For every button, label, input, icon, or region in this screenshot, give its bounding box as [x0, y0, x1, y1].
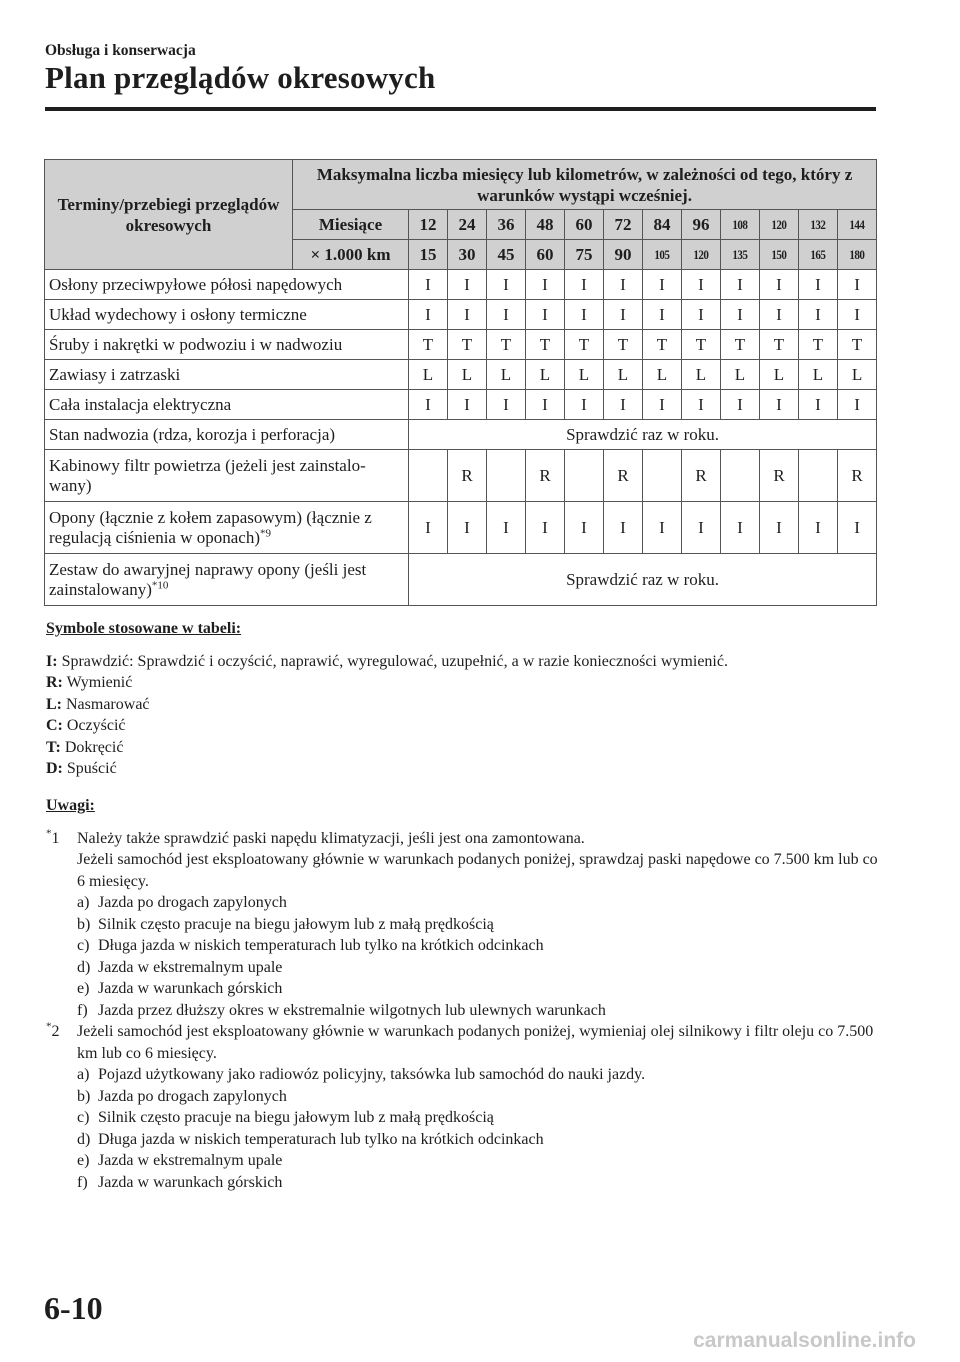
schedule-cell: T	[838, 330, 877, 360]
month-cell	[838, 210, 877, 240]
subitem-text: Długa jazda w niskich temperaturach lub tylko na krótkich odcinkach	[98, 1130, 544, 1148]
schedule-cell: T	[604, 330, 643, 360]
schedule-cell: I	[760, 300, 799, 330]
subitem-letter: d)	[77, 958, 91, 976]
schedule-cell: L	[565, 360, 604, 390]
legend-text: Sprawdzić: Sprawdzić i oczyścić, naprawić, wyregulować, uzupełnić, a w razie konieczności wymienić.	[61, 652, 728, 670]
subitem-text: Jazda w ekstremalnym upale	[98, 1152, 283, 1169]
schedule-cell: I	[565, 390, 604, 420]
km-cell	[409, 240, 448, 270]
note-subitem	[77, 1086, 886, 1108]
footnote-mark: *10	[151, 578, 169, 591]
row-label	[45, 270, 409, 300]
schedule-cell: T	[448, 330, 487, 360]
schedule-cell: L	[682, 360, 721, 390]
note-subitem	[77, 1172, 886, 1194]
km-label: × 1.000 km	[293, 240, 409, 270]
subitem-letter: d)	[77, 1130, 91, 1148]
row-label	[45, 420, 409, 450]
schedule-cell: I	[448, 502, 487, 554]
note-subitem	[77, 978, 886, 1000]
title-rule	[45, 107, 876, 111]
month-cell	[643, 210, 682, 240]
schedule-cell: I	[487, 300, 526, 330]
month-value: 60	[575, 214, 593, 234]
subitem-letter: f)	[77, 1001, 88, 1019]
schedule-cell: I	[721, 270, 760, 300]
schedule-cell: I	[409, 502, 448, 554]
month-cell	[721, 210, 760, 240]
schedule-cell: T	[799, 330, 838, 360]
schedule-cell: I	[643, 270, 682, 300]
row-label-text: Stan nadwozia (rdza, korozja i perforacja)	[49, 424, 336, 444]
legend-symbol: T:	[46, 738, 61, 756]
km-cell	[643, 240, 682, 270]
schedule-cell: I	[565, 502, 604, 554]
schedule-cell: L	[838, 360, 877, 390]
legend-item	[46, 694, 728, 716]
schedule-cell: I	[487, 390, 526, 420]
subitem-letter: b)	[77, 1087, 91, 1105]
subitem-letter: e)	[77, 1152, 90, 1169]
note-num: 1	[51, 829, 60, 847]
subitem-text: Jazda przez dłuższy okres w ekstremalnie wilgotnych lub ulewnych warunkach	[98, 1001, 606, 1019]
subitem-text: Jazda po drogach zapylonych	[98, 894, 287, 911]
schedule-cell: R	[838, 450, 877, 502]
schedule-cell: I	[409, 270, 448, 300]
schedule-cell: L	[721, 360, 760, 390]
schedule-cell: I	[721, 390, 760, 420]
schedule-cell: L	[643, 360, 682, 390]
schedule-cell: I	[721, 300, 760, 330]
schedule-cell: I	[604, 270, 643, 300]
month-cell	[760, 210, 799, 240]
subitem-text: Jazda w warunkach górskich	[98, 980, 283, 997]
note-subitem	[77, 957, 886, 979]
month-value: 120	[771, 217, 787, 232]
row-label	[45, 330, 409, 360]
schedule-cell: R	[760, 450, 799, 502]
month-value: 144	[849, 217, 865, 232]
schedule-cell: I	[760, 502, 799, 554]
schedule-cell	[487, 450, 526, 502]
schedule-cell: I	[682, 390, 721, 420]
km-value: 30	[458, 244, 476, 264]
note-subitem	[77, 1000, 886, 1022]
note-number	[46, 1021, 60, 1043]
schedule-cell: T	[721, 330, 760, 360]
span-cell: Sprawdzić raz w roku.	[409, 420, 877, 450]
note-line: Należy także sprawdzić paski napędu klimatyzacji, jeśli jest ona zamontowana.	[77, 829, 585, 847]
subitem-letter: e)	[77, 980, 90, 997]
month-value: 96	[692, 214, 710, 234]
row-label-text: Zawiasy i zatrzaski	[49, 364, 181, 384]
km-value: 165	[810, 247, 826, 262]
schedule-cell: I	[565, 270, 604, 300]
schedule-cell: I	[799, 390, 838, 420]
schedule-cell: I	[721, 502, 760, 554]
legend	[46, 618, 728, 780]
note-mark: *	[46, 1020, 52, 1033]
schedule-cell: T	[487, 330, 526, 360]
note-subitem	[77, 914, 886, 936]
note-subitem	[77, 935, 886, 957]
table-header-row	[45, 160, 877, 210]
note-subitem	[77, 1129, 886, 1151]
month-value: 12	[419, 214, 437, 234]
schedule-cell: L	[799, 360, 838, 390]
month-value: 108	[732, 217, 748, 232]
table-row	[45, 390, 877, 420]
schedule-cell: I	[526, 390, 565, 420]
schedule-cell: I	[838, 300, 877, 330]
row-label	[45, 554, 409, 606]
legend-item	[46, 672, 728, 694]
row-label-text: Opony (łącznie z kołem zapasowym) (łącznie z regulacją ciśnienia w oponach)	[49, 507, 372, 547]
note-line: Jeżeli samochód jest eksploatowany głównie w warunkach podanych poniżej, sprawdzaj paski napędowe co 7.500 km lub co 6 miesięcy.	[77, 851, 878, 890]
note-subitem	[77, 1064, 886, 1086]
table-row	[45, 554, 877, 606]
subitem-text: Silnik często pracuje na biegu jałowym lub z małą prędkością	[98, 915, 494, 933]
page-number: 6-10	[44, 1290, 103, 1326]
km-cell	[838, 240, 877, 270]
schedule-cell: I	[838, 502, 877, 554]
schedule-cell: T	[565, 330, 604, 360]
row-label-text: Układ wydechowy i osłony termiczne	[49, 304, 307, 324]
row-label-text: Kabinowy filtr powietrza (jeżeli jest zainstalo-wany)	[49, 455, 366, 495]
table-row	[45, 330, 877, 360]
footnote-mark: *9	[260, 526, 271, 539]
row-label-text: Osłony przeciwpyłowe półosi napędowych	[49, 274, 343, 294]
schedule-cell: I	[526, 502, 565, 554]
legend-symbol: D:	[46, 760, 63, 777]
maintenance-schedule-table	[44, 159, 877, 606]
subitem-letter: c)	[77, 1109, 90, 1126]
subitem-letter: f)	[77, 1173, 88, 1191]
subitem-text: Silnik często pracuje na biegu jałowym lub z małą prędkością	[98, 1109, 494, 1126]
month-value: 84	[653, 214, 671, 234]
km-value: 45	[497, 244, 515, 264]
schedule-cell	[565, 450, 604, 502]
month-cell	[604, 210, 643, 240]
schedule-cell: T	[643, 330, 682, 360]
page-title: Plan przeglądów okresowych	[45, 60, 436, 95]
schedule-cell: R	[604, 450, 643, 502]
schedule-cell: I	[448, 390, 487, 420]
legend-text: Dokręcić	[64, 738, 124, 756]
schedule-cell: I	[682, 270, 721, 300]
schedule-cell: L	[760, 360, 799, 390]
subitem-letter: a)	[77, 894, 90, 911]
notes	[46, 795, 886, 1193]
schedule-cell: I	[409, 300, 448, 330]
schedule-cell: L	[526, 360, 565, 390]
schedule-cell	[643, 450, 682, 502]
table-row	[45, 420, 877, 450]
km-value: 60	[536, 244, 554, 264]
note	[46, 828, 886, 1022]
month-cell	[526, 210, 565, 240]
schedule-cell: T	[526, 330, 565, 360]
schedule-cell: T	[760, 330, 799, 360]
legend-symbol: L:	[46, 695, 62, 713]
month-cell	[799, 210, 838, 240]
note	[46, 1021, 886, 1193]
subitem-text: Jazda w warunkach górskich	[98, 1173, 283, 1191]
corner-header-text: Terminy/przebiegi przeglądów okresowych	[57, 194, 280, 235]
schedule-cell	[721, 450, 760, 502]
corner-header	[45, 160, 293, 270]
subitem-text: Jazda w ekstremalnym upale	[98, 958, 283, 976]
schedule-cell: L	[487, 360, 526, 390]
span-header	[293, 160, 877, 210]
span-header-text: Maksymalna liczba miesięcy lub kilometrów, w zależności od tego, który z warunków wystąpi wcześniej.	[316, 164, 853, 205]
schedule-cell: I	[760, 270, 799, 300]
row-label-text: Zestaw do awaryjnej naprawy opony (jeśli jest zainstalowany)	[49, 559, 367, 599]
subitem-text: Pojazd użytkowany jako radiowóz policyjny, taksówka lub samochód do nauki jazdy.	[98, 1066, 646, 1083]
legend-text: Nasmarować	[66, 695, 150, 713]
watermark: carmanualsonline.info	[693, 1329, 916, 1352]
month-cell	[448, 210, 487, 240]
km-value: 120	[693, 247, 709, 262]
legend-item	[46, 737, 728, 759]
schedule-cell: I	[604, 502, 643, 554]
span-cell: Sprawdzić raz w roku.	[409, 554, 877, 606]
km-value: 75	[575, 244, 593, 264]
km-cell	[682, 240, 721, 270]
schedule-cell: I	[409, 390, 448, 420]
schedule-cell: I	[565, 300, 604, 330]
month-cell	[682, 210, 721, 240]
month-value: 72	[614, 214, 632, 234]
legend-text: Spuścić	[66, 760, 117, 777]
schedule-cell: L	[448, 360, 487, 390]
month-value: 48	[536, 214, 554, 234]
schedule-cell: T	[682, 330, 721, 360]
notes-items	[46, 828, 886, 1194]
note-number	[46, 828, 60, 850]
schedule-cell: I	[604, 390, 643, 420]
legend-item	[46, 651, 728, 673]
row-label	[45, 360, 409, 390]
subitem-letter: a)	[77, 1066, 90, 1083]
legend-text: Wymienić	[66, 674, 133, 691]
schedule-cell: I	[487, 502, 526, 554]
note-mark: *	[46, 827, 52, 840]
legend-symbol: C:	[46, 717, 63, 734]
km-cell	[565, 240, 604, 270]
row-label-text: Cała instalacja elektryczna	[49, 394, 232, 414]
schedule-cell: I	[838, 390, 877, 420]
schedule-cell: L	[409, 360, 448, 390]
note-num: 2	[51, 1023, 60, 1040]
note-subitem	[77, 1107, 886, 1129]
schedule-cell: I	[487, 270, 526, 300]
row-label	[45, 300, 409, 330]
legend-item	[46, 715, 728, 737]
km-cell	[526, 240, 565, 270]
month-value: 132	[810, 217, 826, 232]
schedule-cell: I	[799, 300, 838, 330]
table-row	[45, 360, 877, 390]
schedule-cell: R	[526, 450, 565, 502]
legend-symbol: I:	[46, 652, 58, 670]
note-subitem	[77, 892, 886, 914]
legend-heading: Symbole stosowane w tabeli:	[46, 620, 242, 637]
schedule-cell: I	[760, 390, 799, 420]
month-value: 24	[458, 214, 476, 234]
km-value: 15	[419, 244, 437, 264]
km-cell	[604, 240, 643, 270]
schedule-cell: R	[682, 450, 721, 502]
schedule-cell: T	[409, 330, 448, 360]
table-row	[45, 270, 877, 300]
subitem-letter: b)	[77, 915, 91, 933]
km-cell	[799, 240, 838, 270]
schedule-cell: I	[526, 270, 565, 300]
km-value: 180	[849, 247, 865, 262]
km-value: 90	[614, 244, 632, 264]
km-value: 105	[654, 247, 670, 262]
table-row	[45, 450, 877, 502]
note-subitem	[77, 1150, 886, 1172]
row-label	[45, 502, 409, 554]
schedule-cell: I	[682, 300, 721, 330]
schedule-cell: I	[682, 502, 721, 554]
month-cell	[487, 210, 526, 240]
schedule-cell: I	[526, 300, 565, 330]
note-line: Jeżeli samochód jest eksploatowany głównie w warunkach podanych poniżej, wymieniaj olej silnikowy i filtr oleju co 7.500 km lub co 6 miesięcy.	[77, 1023, 874, 1062]
legend-text: Oczyścić	[66, 717, 126, 734]
schedule-cell: I	[643, 502, 682, 554]
row-label	[45, 450, 409, 502]
km-cell	[448, 240, 487, 270]
table-row	[45, 502, 877, 554]
schedule-cell: I	[838, 270, 877, 300]
subitem-text: Długa jazda w niskich temperaturach lub tylko na krótkich odcinkach	[98, 937, 544, 954]
km-cell	[487, 240, 526, 270]
schedule-cell: I	[643, 300, 682, 330]
schedule-cell	[799, 450, 838, 502]
km-cell	[721, 240, 760, 270]
legend-item	[46, 758, 728, 780]
table-row	[45, 300, 877, 330]
schedule-cell	[409, 450, 448, 502]
schedule-cell: L	[604, 360, 643, 390]
row-label	[45, 390, 409, 420]
schedule-cell: I	[448, 300, 487, 330]
schedule-cell: I	[799, 502, 838, 554]
legend-symbol: R:	[46, 674, 63, 691]
subitem-letter: c)	[77, 937, 90, 954]
km-value: 135	[732, 247, 748, 262]
km-value: 150	[771, 247, 787, 262]
km-cell	[760, 240, 799, 270]
schedule-cell: I	[643, 390, 682, 420]
month-cell	[409, 210, 448, 240]
schedule-cell: I	[448, 270, 487, 300]
subitem-text: Jazda po drogach zapylonych	[98, 1087, 287, 1105]
month-cell	[565, 210, 604, 240]
legend-items	[46, 651, 728, 780]
schedule-cell: R	[448, 450, 487, 502]
row-label-text: Śruby i nakrętki w podwoziu i w nadwoziu	[49, 334, 343, 354]
schedule-cell: I	[604, 300, 643, 330]
schedule-cell: I	[799, 270, 838, 300]
month-value: 36	[497, 214, 515, 234]
notes-heading: Uwagi:	[46, 797, 95, 814]
section-label: Obsługa i konserwacja	[45, 42, 196, 59]
months-label: Miesiące	[293, 210, 409, 240]
